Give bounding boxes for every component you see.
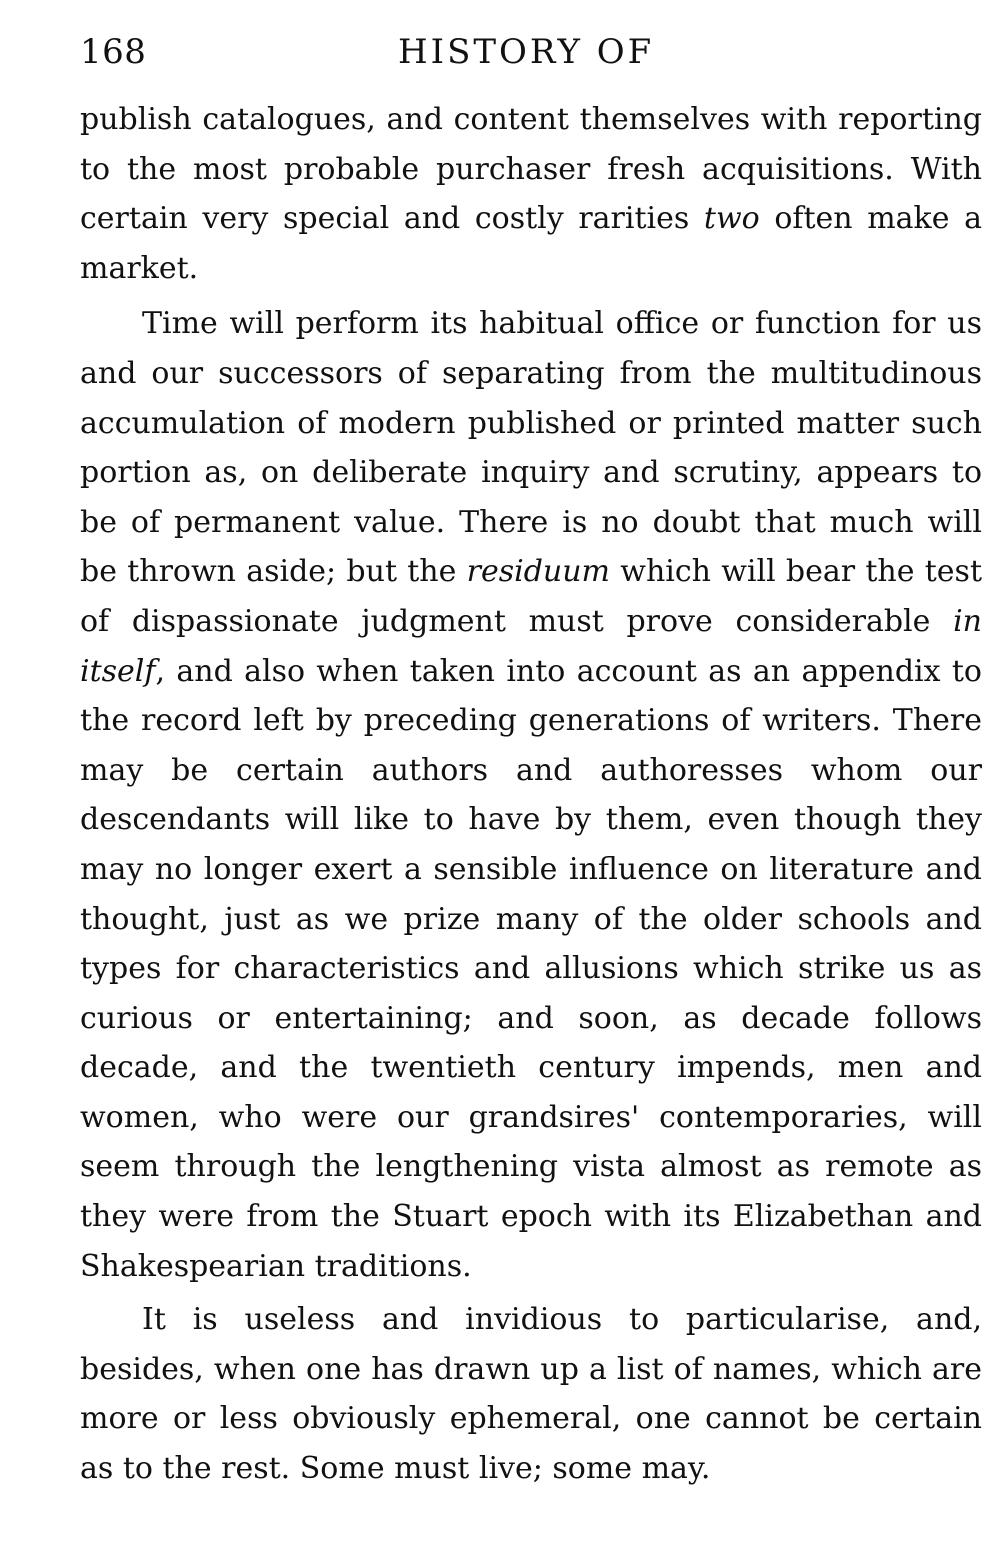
paragraph-3 [80,1295,982,1493]
paragraph-3-text: It is useless and invidious to particularise, and, besides, when one has drawn up a list of names, which are more or less obviously ephemeral, one cannot be certain as to the rest. Some must live; some may. [80,1302,982,1487]
paragraph-1-text-end: often make a market. [80,201,982,286]
page-header [80,30,980,80]
paragraph-2 [80,299,982,1291]
body-text [80,95,982,1494]
paragraph-1-text: publish catalogues, and content themselves with reporting to the most probable purchaser fresh acquisitions. With certain very special and costly rarities [80,102,982,237]
page-number: 168 [80,32,147,72]
paragraph-2-text-end: , and also when taken into account as an appendix to the record left by preceding generations of writers. There may be certain authors and authoresses whom our descendants will like to have by them, even though they may no longer exert a sensible influence on literature and thought, just as we prize many of the older schools and types for characteristics and allusions which strike us as curious or entertaining; and soon, as decade follows decade, and the twentieth century impends, men and women, who were our grandsires' contemporaries, will seem through the lengthening vista almost as remote as they were from the Stuart epoch with its Elizabethan and Shakespearian traditions. [80,653,982,1284]
paragraph-2-italic-residuum: residuum [466,554,611,590]
paragraph-2-italic-in-itself: in itself [80,603,982,689]
paragraph-1 [80,95,982,293]
running-head: HISTORY OF [398,32,655,72]
paragraph-1-italic-two: two [703,201,760,237]
paragraph-2-text: Time will perform its habitual office or function for us and our successors of separating from the multitudinous accumulation of modern published or printed matter such portion as, on deliberate inquiry and scrutiny, appears to be of permanent value. There is no doubt that much will be thrown aside; but the [80,306,982,590]
paragraph-2-text-mid: which will bear the test of dispassionate judgment must prove considerable [80,554,983,639]
